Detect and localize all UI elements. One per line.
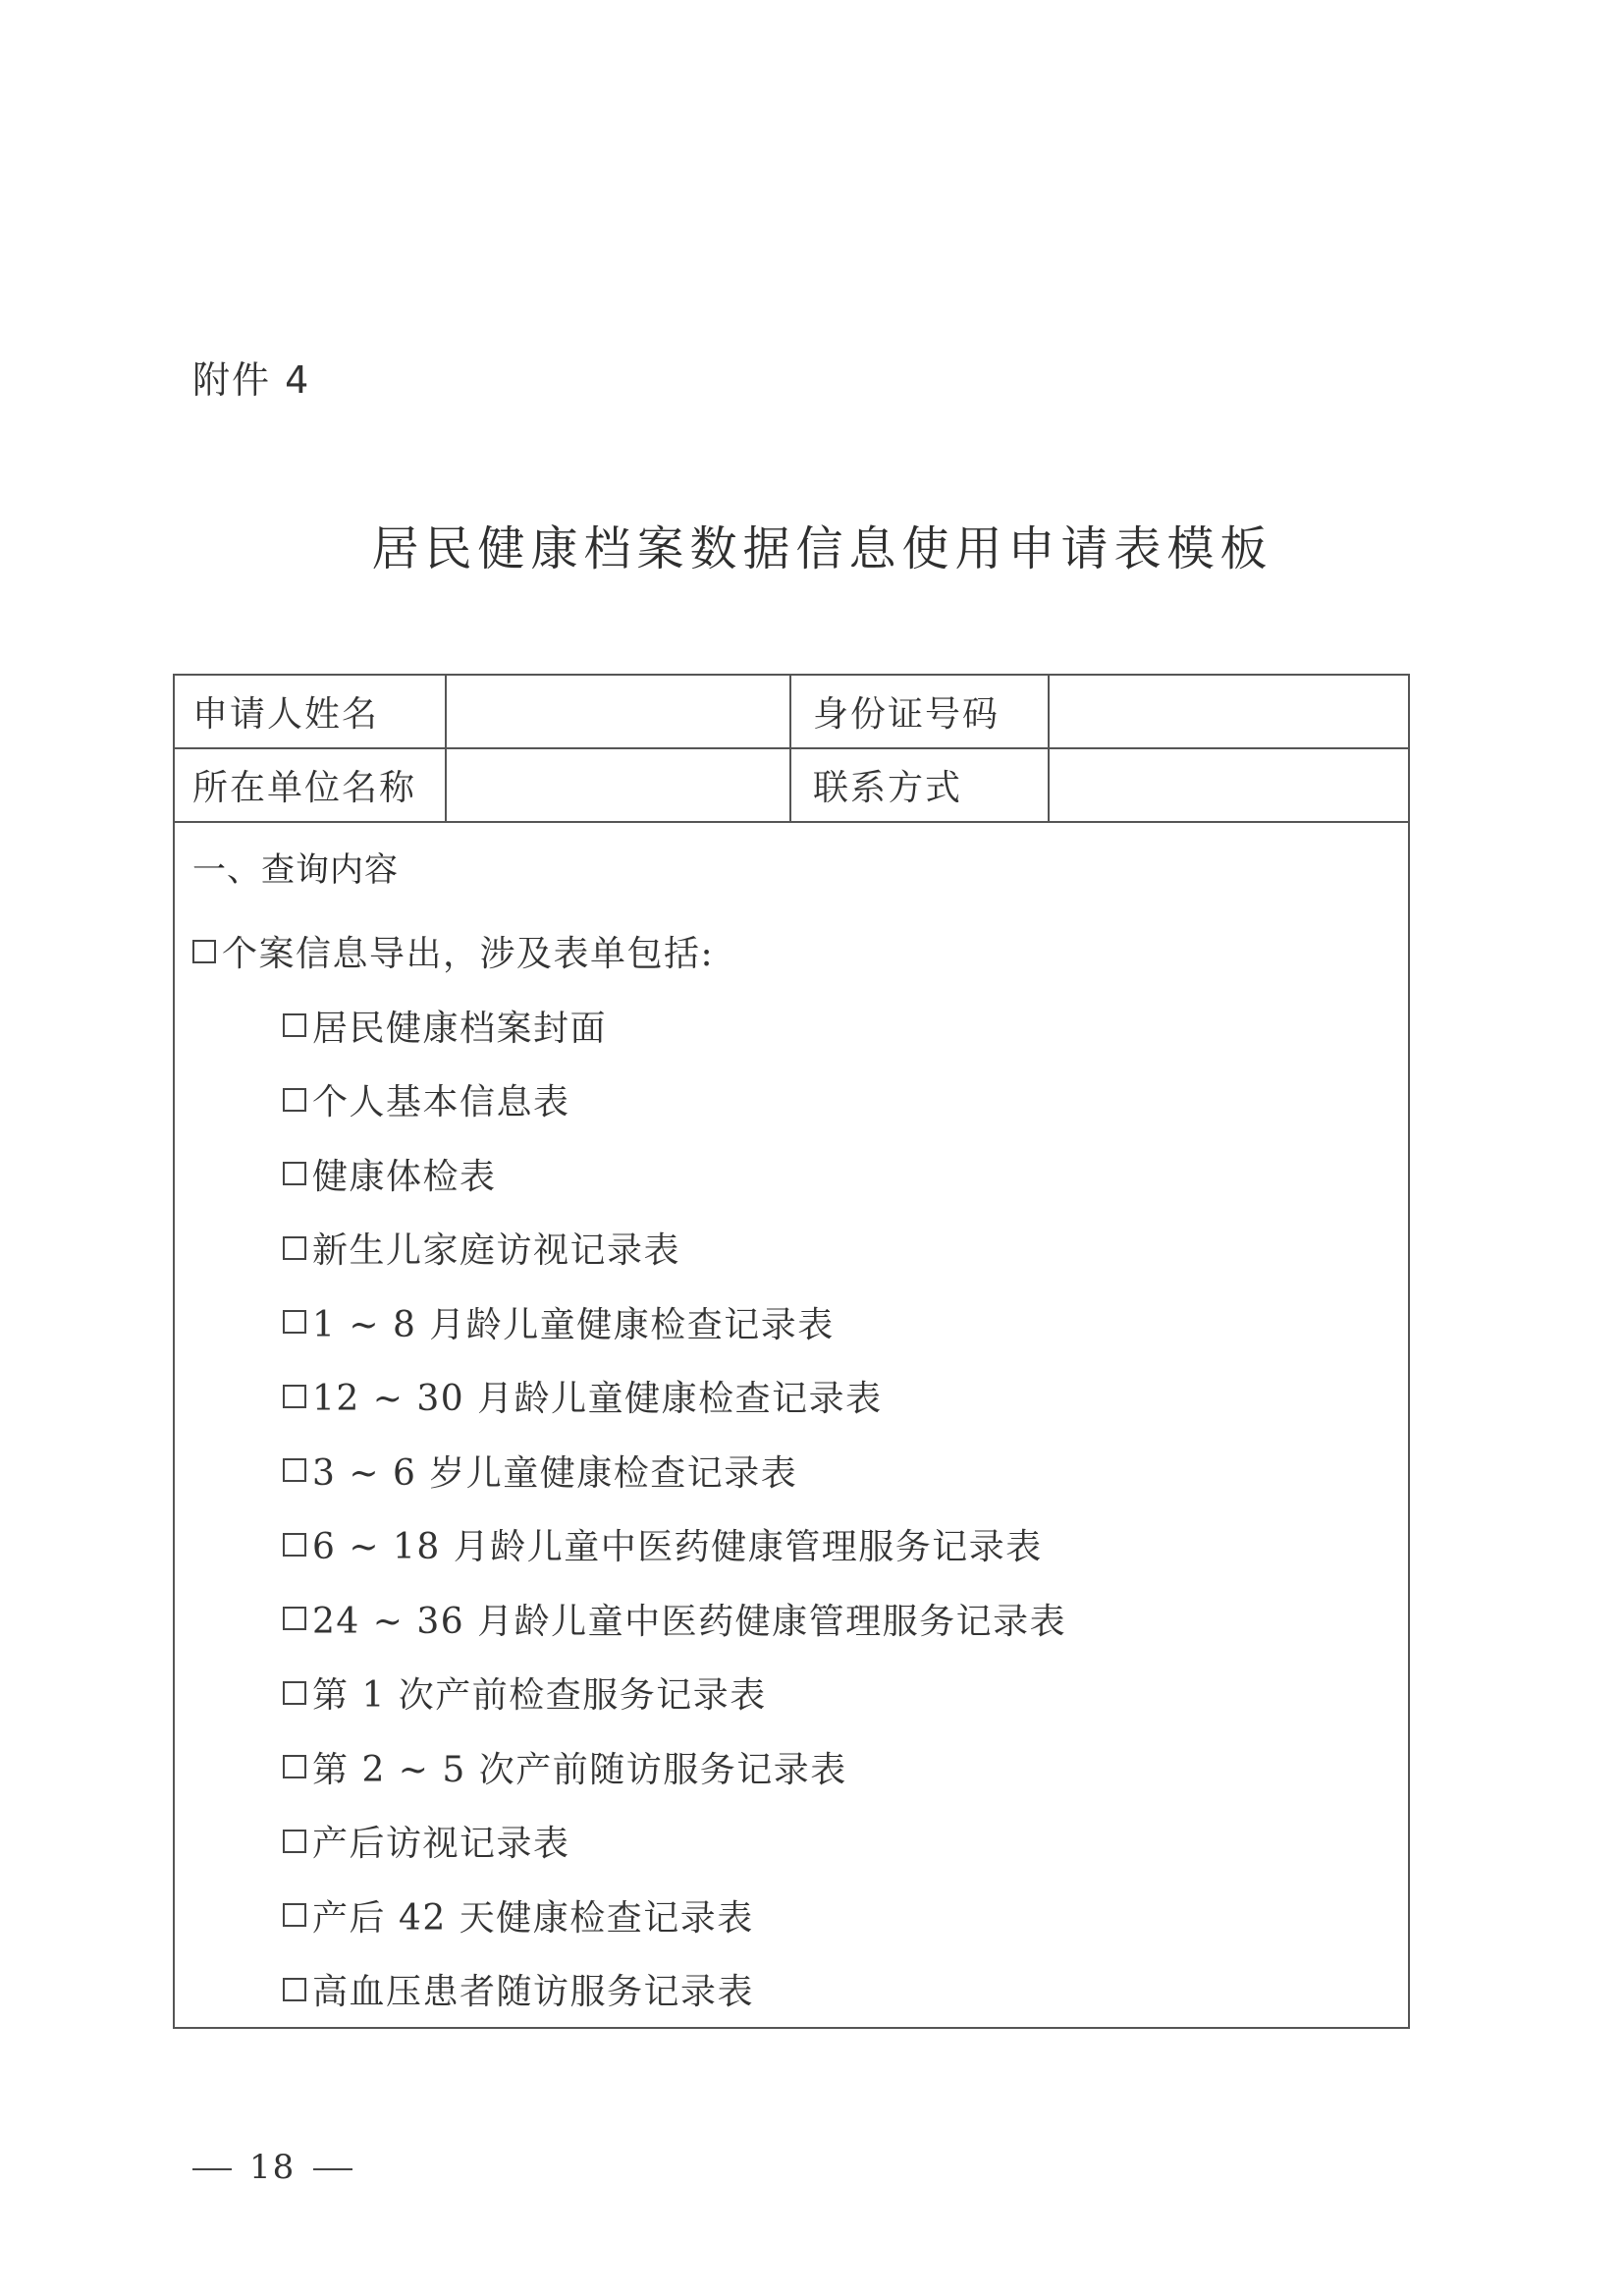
checkbox-icon[interactable] (283, 1830, 306, 1853)
form-row-name-id (174, 675, 1409, 748)
checkbox-icon[interactable] (192, 940, 216, 963)
id-number-field[interactable] (1049, 675, 1409, 748)
query-content-cell (174, 822, 1409, 2028)
checkbox-icon[interactable] (283, 1088, 306, 1112)
option-tcm-6-18m[interactable] (192, 1507, 1408, 1582)
option-personal-info[interactable] (192, 1063, 1408, 1137)
organization-name-field[interactable] (446, 748, 790, 822)
checkbox-icon[interactable] (283, 1533, 306, 1557)
checkbox-icon[interactable] (283, 1162, 306, 1185)
option-health-exam[interactable] (192, 1137, 1408, 1212)
option-label: 居民健康档案封面 (312, 1008, 608, 1049)
checkbox-icon[interactable] (283, 1458, 306, 1482)
checkbox-icon[interactable] (283, 1236, 306, 1260)
option-case-export[interactable] (192, 914, 1408, 989)
option-prenatal-first[interactable] (192, 1656, 1408, 1730)
contact-field[interactable] (1049, 748, 1409, 822)
option-label: 个人基本信息表 (312, 1082, 570, 1123)
option-label: 12 ~ 30 月龄儿童健康检查记录表 (312, 1379, 883, 1420)
option-postpartum-visit[interactable] (192, 1804, 1408, 1879)
application-form-table (173, 674, 1410, 2029)
applicant-name-field[interactable] (446, 675, 790, 748)
checkbox-icon[interactable] (283, 1681, 306, 1705)
checkbox-icon[interactable] (283, 1385, 306, 1408)
option-child-3-6y[interactable] (192, 1434, 1408, 1508)
option-record-cover[interactable] (192, 989, 1408, 1064)
option-label: 1 ~ 8 月龄儿童健康检查记录表 (312, 1304, 835, 1345)
section-heading-query-content: 一、查询内容 (192, 850, 399, 890)
form-row-org-contact (174, 748, 1409, 822)
option-newborn-visit[interactable] (192, 1211, 1408, 1285)
dash-decoration (192, 2168, 232, 2170)
query-content-row (174, 822, 1409, 2028)
option-label: 新生儿家庭访视记录表 (312, 1230, 681, 1272)
page-number-value: 18 (249, 2148, 297, 2187)
checkbox-icon[interactable] (283, 1978, 306, 2001)
organization-name-label: 所在单位名称 (174, 748, 446, 822)
option-label: 24 ~ 36 月龄儿童中医药健康管理服务记录表 (312, 1601, 1067, 1642)
checkbox-icon[interactable] (283, 1903, 306, 1927)
id-number-label: 身份证号码 (790, 675, 1049, 748)
checkbox-icon[interactable] (283, 1755, 306, 1778)
option-label: 个案信息导出，涉及表单包括: (222, 934, 715, 975)
dash-decoration (313, 2168, 352, 2170)
option-label: 3 ~ 6 岁儿童健康检查记录表 (312, 1452, 798, 1494)
option-label: 产后 42 天健康检查记录表 (312, 1897, 754, 1939)
checkbox-icon[interactable] (283, 1310, 306, 1334)
applicant-name-label: 申请人姓名 (174, 675, 446, 748)
option-postpartum-42d[interactable] (192, 1879, 1408, 1953)
checkbox-icon[interactable] (283, 1607, 306, 1630)
option-label: 第 1 次产前检查服务记录表 (312, 1675, 767, 1717)
option-label: 高血压患者随访服务记录表 (312, 1972, 755, 2013)
option-prenatal-2-5[interactable] (192, 1730, 1408, 1805)
page-number (192, 2148, 370, 2187)
document-title: 居民健康档案数据信息使用申请表模板 (371, 521, 1273, 576)
option-tcm-24-36m[interactable] (192, 1582, 1408, 1657)
contact-label: 联系方式 (790, 748, 1049, 822)
option-hypertension-followup[interactable] (192, 1952, 1408, 2027)
option-label: 产后访视记录表 (312, 1824, 570, 1865)
option-label: 6 ~ 18 月龄儿童中医药健康管理服务记录表 (312, 1527, 1043, 1568)
option-label: 第 2 ~ 5 次产前随访服务记录表 (312, 1749, 847, 1790)
option-child-12-30m[interactable] (192, 1359, 1408, 1434)
attachment-label: 附件 4 (192, 358, 311, 402)
checkbox-icon[interactable] (283, 1013, 306, 1037)
option-child-1-8m[interactable] (192, 1285, 1408, 1360)
option-label: 健康体检表 (312, 1156, 497, 1197)
